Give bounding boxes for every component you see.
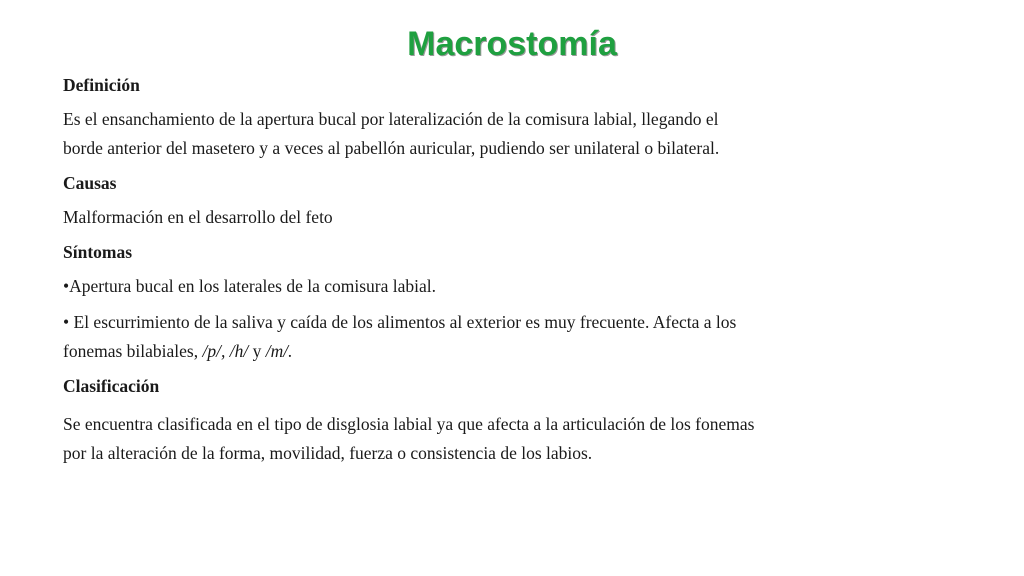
section-heading-clasificacion: Clasificación [63,376,160,396]
slide-title [0,22,1024,66]
definicion-text-line1: Es el ensanchamiento de la apertura bucal por lateralización de la comisura labial, llegando el [63,109,719,129]
section-heading-causas: Causas [63,173,117,193]
clasificacion-text-line2: por la alteración de la forma, movilidad, fuerza o consistencia de los labios. [63,443,593,463]
conjunction-y: y [248,341,266,361]
clasificacion-text-line1: Se encuentra clasificada en el tipo de disglosia labial ya que afecta a la articulación de los fonemas [63,414,755,434]
sintomas-bullet-2-line2 [63,337,963,366]
section-heading-sintomas: Síntomas [63,242,133,262]
sintomas-bullet-1: •Apertura bucal en los laterales de la comisura labial. [63,276,436,296]
causas-text: Malformación en el desarrollo del feto [63,207,333,227]
phoneme-m: /m/. [265,341,293,361]
phoneme-h: /h/ [229,341,249,361]
section-heading-definicion: Definición [63,75,140,95]
definicion-text-line2: borde anterior del masetero y a veces al pabellón auricular, pudiendo ser unilateral o bilateral. [63,138,720,158]
sintomas-bullet-2-line1: • El escurrimiento de la saliva y caída de los alimentos al exterior es muy frecuente. Afecta a los [63,312,737,332]
slide-title-text: Macrostomía [407,25,617,63]
slide-content [63,74,963,468]
bullet-2-prefix: fonemas bilabiales, [63,341,203,361]
phoneme-p: /p/, [202,341,230,361]
